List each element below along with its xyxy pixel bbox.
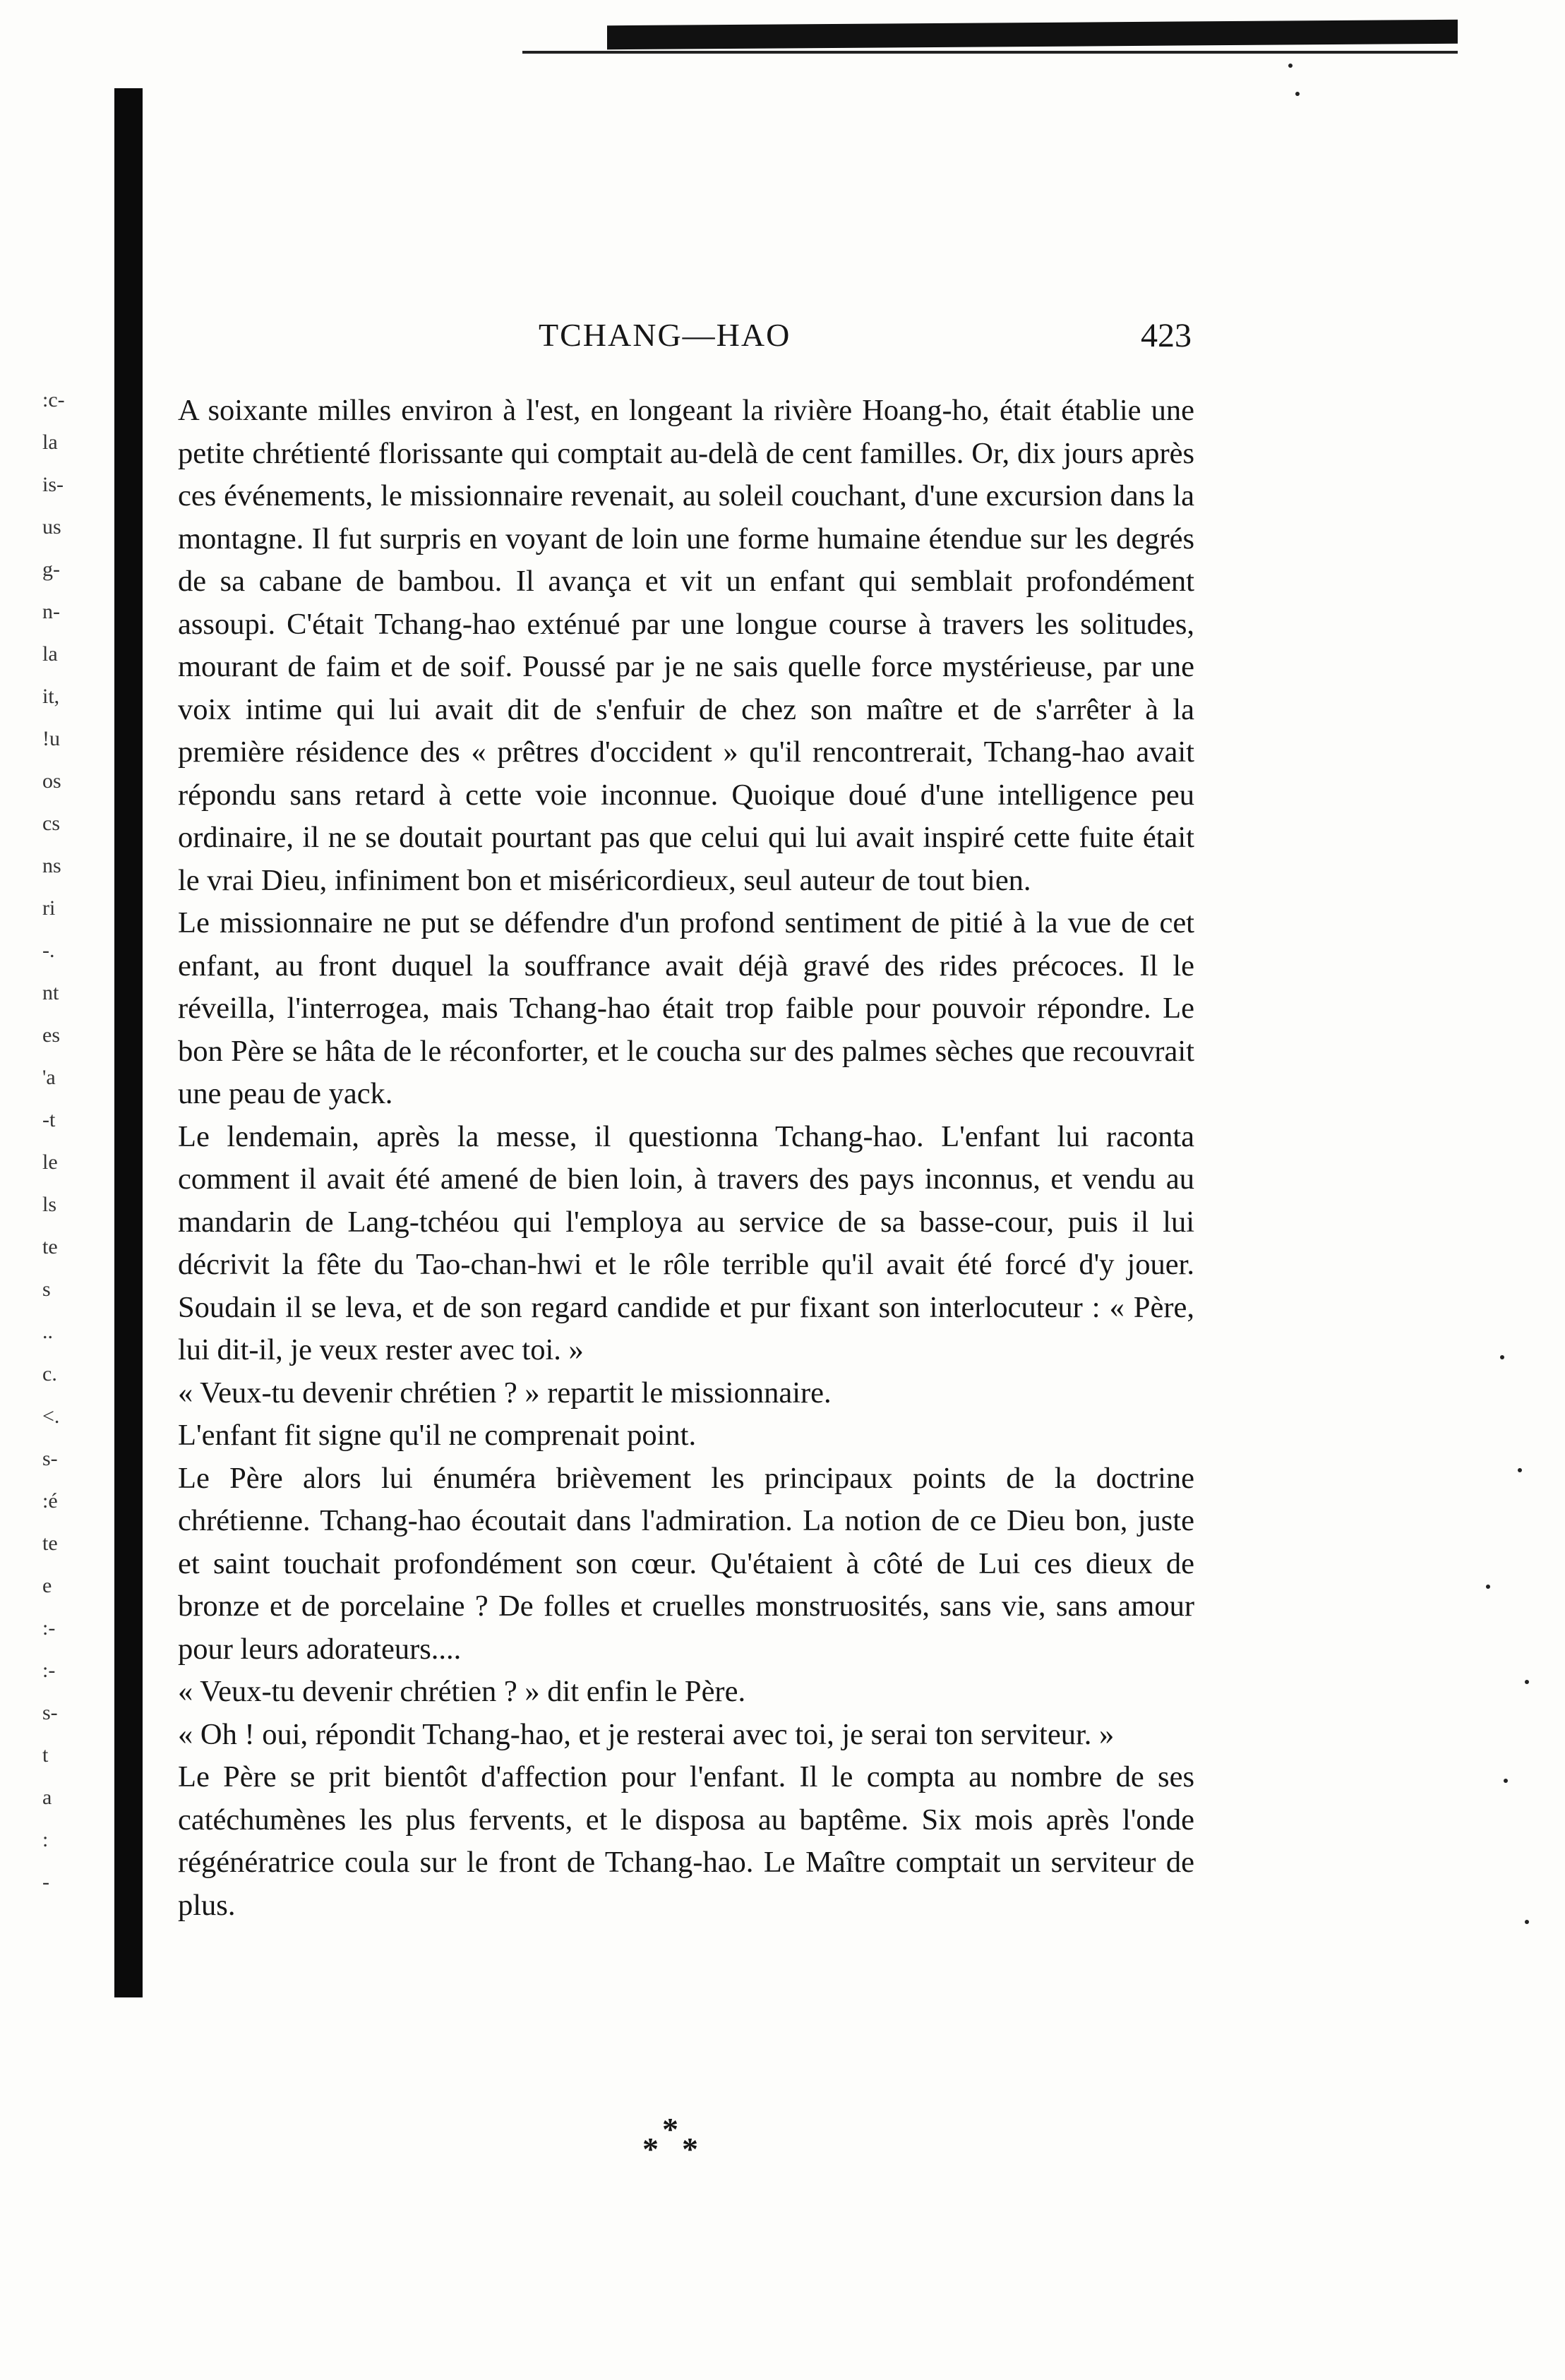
bleed-fragment: :	[42, 1828, 49, 1851]
paragraph: Le Père se prit bientôt d'affection pour l'enfant. Il le compta au nombre de ses catéchumènes les plus fervents, et le disposa au baptême. Six mois après l'onde régénératrice coula sur le front de Tchang-hao. Le Maître comptait un serviteur de plus.	[178, 1760, 1194, 1922]
scan-speck	[1518, 1468, 1522, 1472]
bleed-fragment: -.	[42, 939, 55, 962]
bleed-fragment: :-	[42, 1659, 56, 1682]
bleed-fragment: te	[42, 1235, 58, 1258]
facing-page-bleed	[42, 388, 113, 1941]
bleed-fragment: cs	[42, 812, 60, 835]
top-scan-border	[607, 20, 1458, 49]
bleed-fragment: g-	[42, 558, 60, 581]
bleed-fragment: ls	[42, 1193, 57, 1216]
bleed-fragment: s-	[42, 1447, 58, 1470]
bleed-fragment: :-	[42, 1616, 56, 1640]
bleed-fragment: it,	[42, 685, 60, 708]
running-title: TCHANG—HAO	[539, 317, 791, 353]
scan-speck	[1486, 1585, 1490, 1589]
bleed-fragment: nt	[42, 981, 59, 1004]
paragraph: L'enfant fit signe qu'il ne comprenait point.	[178, 1419, 697, 1452]
page-number: 423	[1141, 317, 1192, 354]
paragraph: « Veux-tu devenir chrétien ? » repartit le missionnaire.	[178, 1376, 832, 1410]
bleed-fragment: ri	[42, 896, 56, 920]
scan-speck	[1504, 1779, 1508, 1783]
bleed-fragment: -	[42, 1870, 49, 1894]
scan-speck	[1288, 64, 1293, 68]
bleed-fragment: n-	[42, 600, 60, 623]
bleed-fragment: c.	[42, 1362, 57, 1386]
bleed-fragment: la	[42, 642, 58, 666]
bleed-fragment: -t	[42, 1108, 56, 1131]
bleed-fragment: ..	[42, 1320, 53, 1343]
paragraph: Le lendemain, après la messe, il questionna Tchang-hao. L'enfant lui raconta comment il avait été amené de bien loin, à travers des pays inconnus, et vendu au mandarin de Lang-tchéou qui l'employa au service de sa basse-cour, puis il lui décrivit la fête du Tao-chan-hwi et le rôle terrible qu'il avait été forcé d'y jouer. Soudain il se leva, et de son regard candide et pur fixant son interlocuteur : « Père, lui dit-il, je veux rester avec toi. »	[178, 1119, 1194, 1366]
paragraph: Le missionnaire ne put se défendre d'un profond sentiment de pitié à la vue de cet enfant, au front duquel la souffrance avait déjà gravé des rides précoces. Il le réveilla, l'interrogea, mais Tchang-hao était trop faible pour pouvoir répondre. Le bon Père se hâta de le réconforter, et le coucha sur des palmes sèches que recouvrait une peau de yack.	[178, 906, 1194, 1110]
binding-shadow	[114, 88, 143, 1997]
bleed-fragment: la	[42, 431, 58, 454]
paragraph: Le Père alors lui énuméra brièvement les principaux points de la doctrine chrétienne. Tchang-hao écoutait dans l'admiration. La notion de ce Dieu bon, juste et saint touchait profondément son cœur. Qu'étaient à côté de Lui ces dieux de bronze et de porcelaine ? De folles et cruelles monstruosités, sans vie, sans amour pour leurs adorateurs....	[178, 1461, 1194, 1666]
bleed-fragment: :c-	[42, 388, 65, 411]
paragraph: « Oh ! oui, répondit Tchang-hao, et je resterai avec toi, je serai ton serviteur. »	[178, 1717, 1115, 1751]
bleed-fragment: !u	[42, 727, 60, 750]
body-text	[178, 390, 1194, 1927]
paragraph: « Veux-tu devenir chrétien ? » dit enfin le Père.	[178, 1675, 746, 1708]
bleed-fragment: a	[42, 1786, 52, 1809]
top-scan-rule	[522, 51, 1458, 54]
section-ornament: * * *	[642, 2111, 698, 2167]
running-head	[182, 316, 1192, 366]
paragraph: A soixante milles environ à l'est, en longeant la rivière Hoang-ho, était établie une petite chrétienté florissante qui comptait au-delà de cent familles. Or, dix jours après ces événements, le missionnaire revenait, au soleil couchant, d'une excursion dans la montagne. Il fut surpris en voyant de loin une forme humaine étendue sur les degrés de sa cabane de bambou. Il avança et vit un enfant qui semblait profondément assoupi. C'était Tchang-hao exténué par une longue course à travers les solitudes, mourant de faim et de soif. Poussé par je ne sais quelle force mystérieuse, par une voix intime qui lui avait dit de s'enfuir de chez son maître et de s'arrêter à la première résidence des « prêtres d'occident » qu'il rencontrerait, Tchang-hao avait répondu sans retard à cette voie inconnue. Quoique doué d'une intelligence peu ordinaire, il ne se doutait pourtant pas que celui qui lui avait inspiré cette fuite était le vrai Dieu, infiniment bon et miséricordieux, seul auteur de tout bien.	[178, 394, 1194, 897]
scan-speck	[1525, 1920, 1529, 1924]
bleed-fragment: :é	[42, 1489, 58, 1513]
bleed-fragment: te	[42, 1532, 58, 1555]
bleed-fragment: t	[42, 1743, 49, 1767]
scan-speck	[1295, 92, 1300, 96]
bleed-fragment: ns	[42, 854, 61, 877]
bleed-fragment: le	[42, 1150, 58, 1174]
scan-speck	[1525, 1680, 1529, 1684]
bleed-fragment: os	[42, 769, 61, 793]
bleed-fragment: s-	[42, 1701, 58, 1724]
bleed-fragment: es	[42, 1023, 60, 1047]
bleed-fragment: us	[42, 515, 61, 539]
bleed-fragment: is-	[42, 473, 64, 496]
bleed-fragment: e	[42, 1574, 52, 1597]
bleed-fragment: 'a	[42, 1066, 56, 1089]
bleed-fragment: s	[42, 1278, 51, 1301]
bleed-fragment: <.	[42, 1405, 60, 1428]
scan-speck	[1500, 1355, 1504, 1359]
